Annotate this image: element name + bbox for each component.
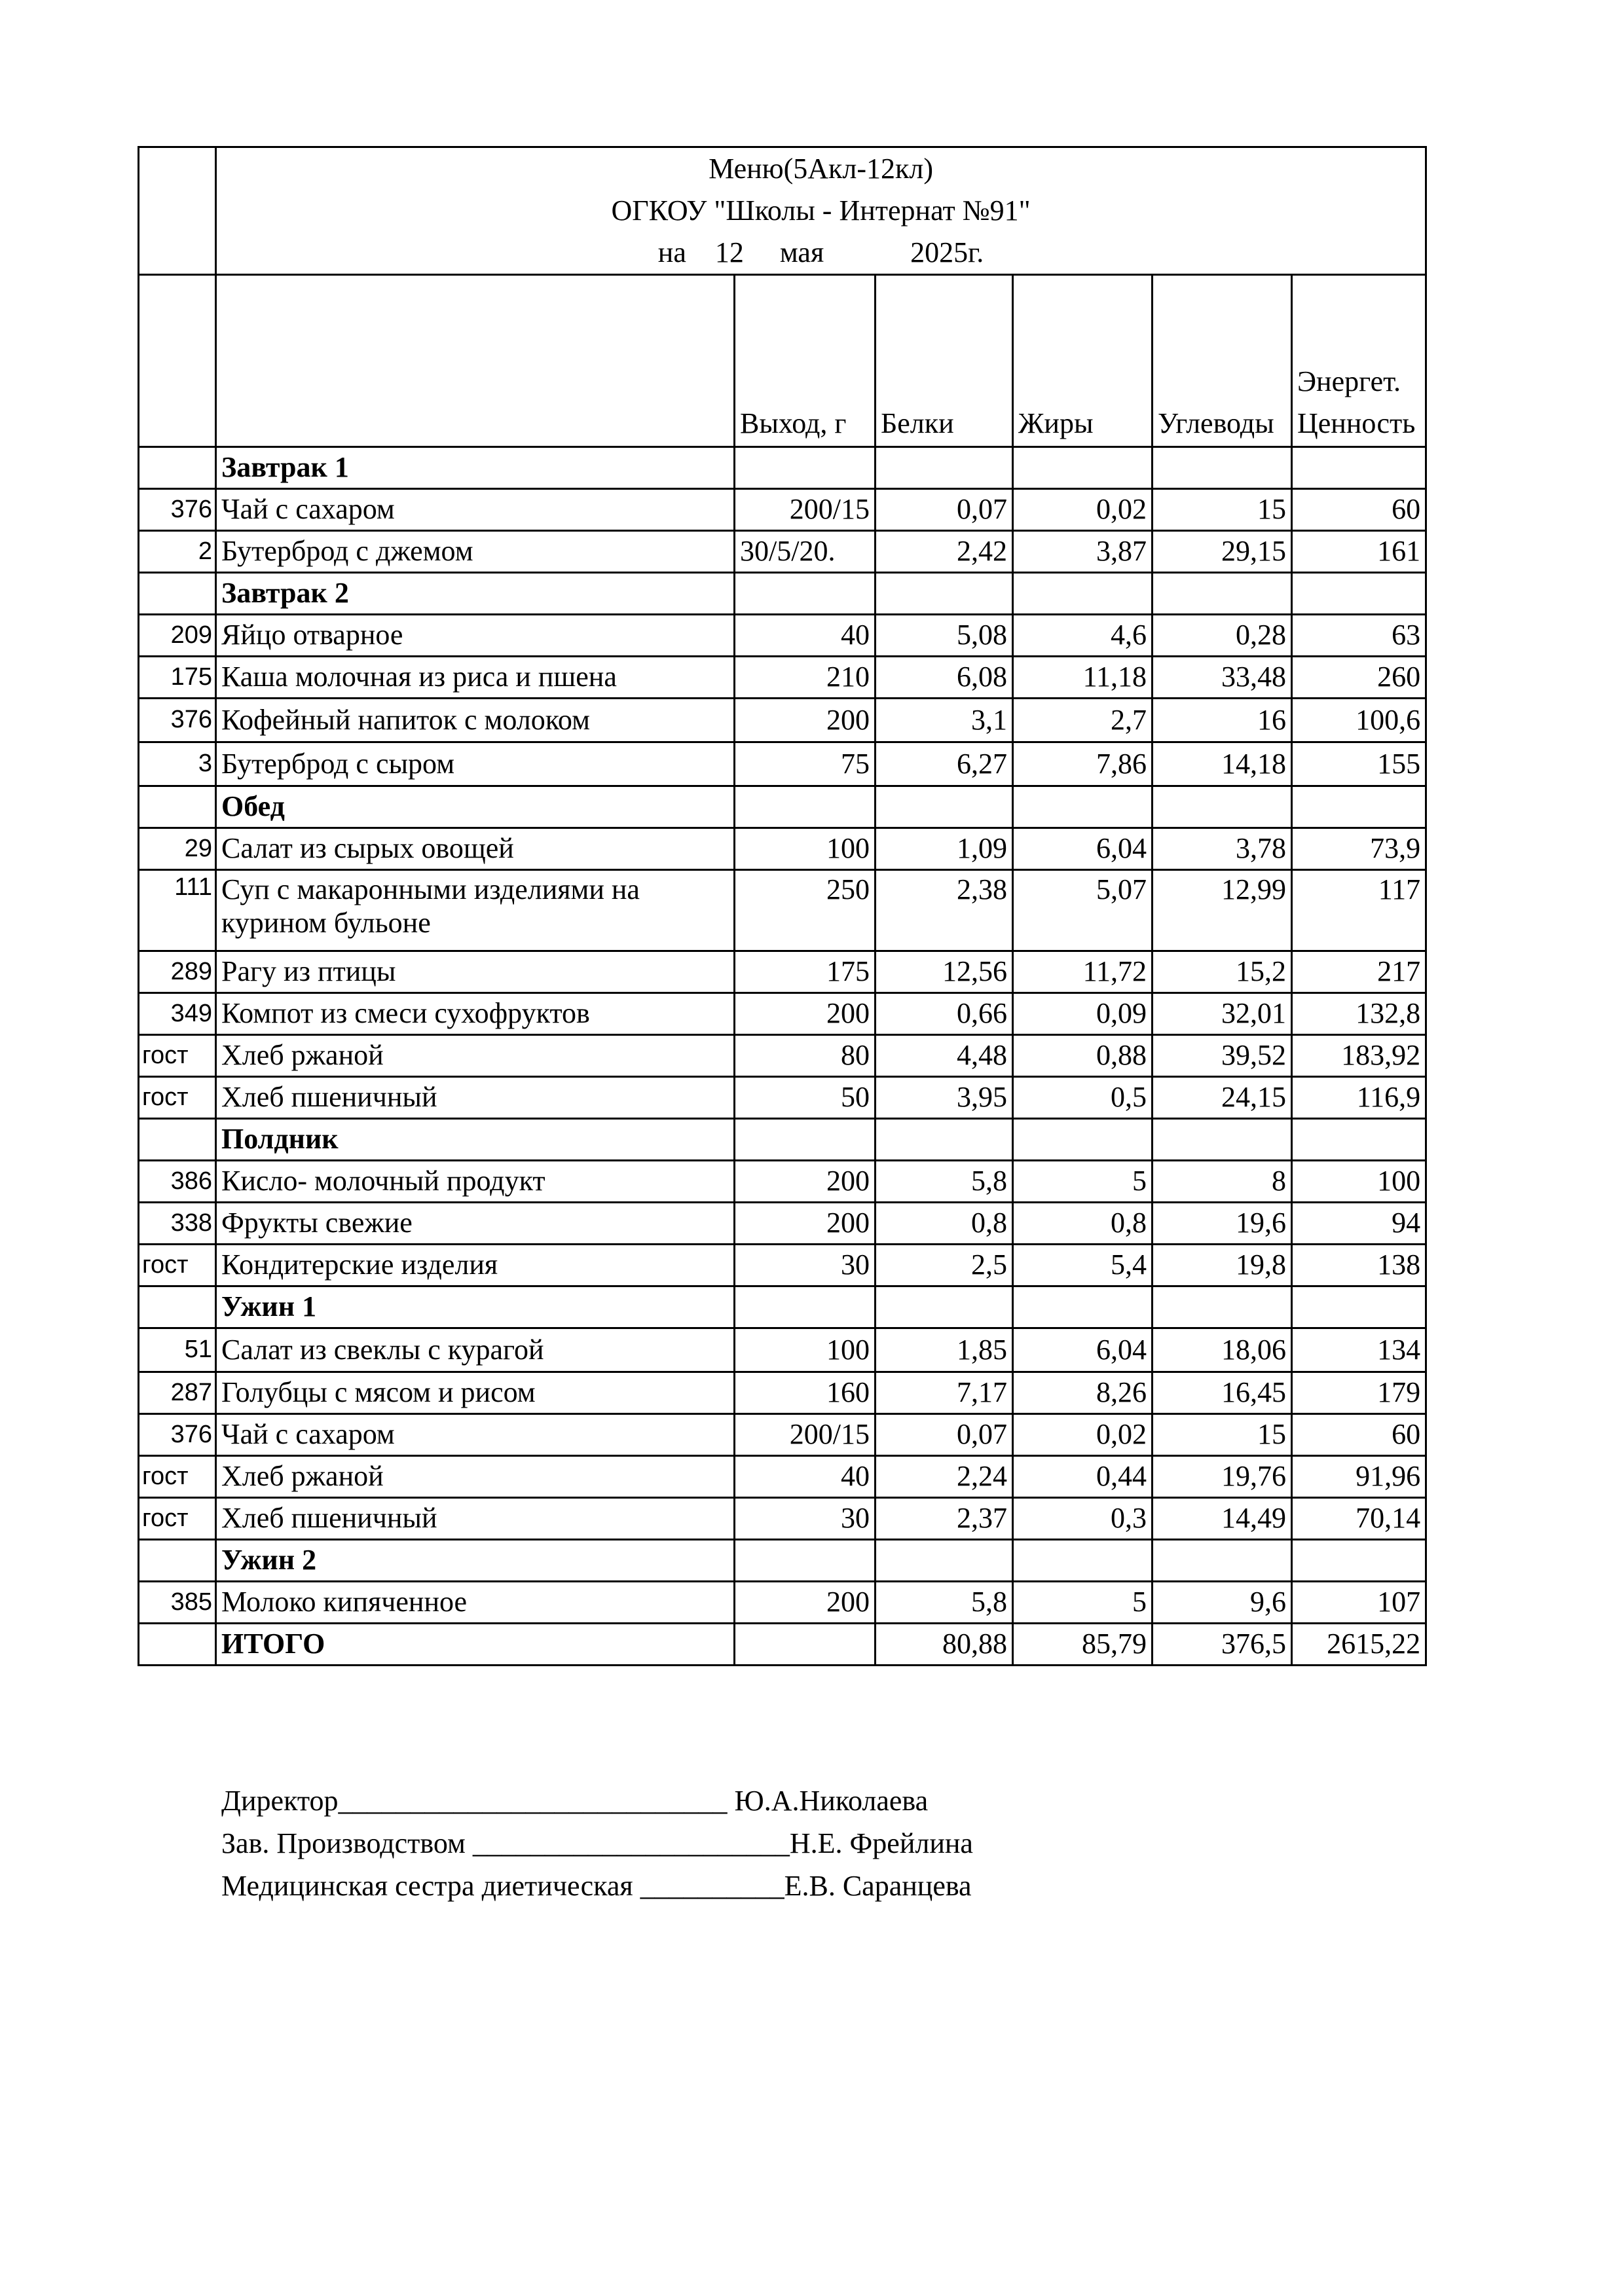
cell-fats bbox=[1013, 1286, 1153, 1328]
recipe-code bbox=[139, 447, 216, 489]
recipe-code: 338 bbox=[139, 1203, 216, 1245]
cell-energy: 138 bbox=[1292, 1245, 1426, 1286]
cell-energy: 155 bbox=[1292, 742, 1426, 786]
table-row bbox=[139, 615, 1426, 657]
table-row bbox=[139, 1035, 1426, 1077]
cell-output bbox=[735, 1286, 876, 1328]
signatures-block bbox=[221, 1779, 973, 1907]
cell-proteins: 6,08 bbox=[876, 657, 1013, 699]
cell-carbs bbox=[1153, 447, 1292, 489]
cell-fats: 5 bbox=[1013, 1582, 1153, 1624]
cell-carbs: 12,99 bbox=[1153, 870, 1292, 951]
cell-fats: 3,87 bbox=[1013, 531, 1153, 573]
cell-fats: 8,26 bbox=[1013, 1372, 1153, 1414]
meal-section-title: Обед bbox=[216, 786, 735, 828]
dish-name: Рагу из птицы bbox=[216, 951, 735, 993]
table-row bbox=[139, 1245, 1426, 1286]
table-row bbox=[139, 657, 1426, 699]
cell-output: 250 bbox=[735, 870, 876, 951]
cell-carbs: 19,76 bbox=[1153, 1456, 1292, 1498]
title-code-cell bbox=[139, 147, 216, 275]
cell-proteins: 6,27 bbox=[876, 742, 1013, 786]
dish-name: Хлеб пшеничный bbox=[216, 1077, 735, 1119]
dish-name: Молоко кипяченное bbox=[216, 1582, 735, 1624]
cell-energy bbox=[1292, 1119, 1426, 1161]
cell-fats: 11,72 bbox=[1013, 951, 1153, 993]
cell-proteins bbox=[876, 1119, 1013, 1161]
cell-energy bbox=[1292, 786, 1426, 828]
header-proteins: Белки bbox=[876, 275, 1013, 447]
recipe-code bbox=[139, 1540, 216, 1582]
cell-carbs: 15 bbox=[1153, 489, 1292, 531]
cell-energy: 73,9 bbox=[1292, 828, 1426, 870]
cell-output: 30/5/20. bbox=[735, 531, 876, 573]
cell-proteins: 2,42 bbox=[876, 531, 1013, 573]
cell-carbs: 16 bbox=[1153, 699, 1292, 742]
recipe-code: 376 bbox=[139, 699, 216, 742]
section-row bbox=[139, 1119, 1426, 1161]
cell-carbs: 9,6 bbox=[1153, 1582, 1292, 1624]
cell-carbs: 3,78 bbox=[1153, 828, 1292, 870]
cell-proteins: 0,07 bbox=[876, 1414, 1013, 1456]
table-row bbox=[139, 1203, 1426, 1245]
cell-fats: 0,44 bbox=[1013, 1456, 1153, 1498]
dish-name: Чай с сахаром bbox=[216, 1414, 735, 1456]
recipe-code: 289 bbox=[139, 951, 216, 993]
cell-carbs: 39,52 bbox=[1153, 1035, 1292, 1077]
recipe-code: гост bbox=[139, 1035, 216, 1077]
cell-carbs: 19,6 bbox=[1153, 1203, 1292, 1245]
cell-energy: 70,14 bbox=[1292, 1498, 1426, 1540]
recipe-code: 51 bbox=[139, 1328, 216, 1372]
dish-name: Кофейный напиток с молоком bbox=[216, 699, 735, 742]
table-row bbox=[139, 1456, 1426, 1498]
cell-fats: 85,79 bbox=[1013, 1624, 1153, 1666]
cell-output: 210 bbox=[735, 657, 876, 699]
cell-carbs bbox=[1153, 573, 1292, 615]
cell-fats: 0,02 bbox=[1013, 489, 1153, 531]
cell-output bbox=[735, 786, 876, 828]
section-row bbox=[139, 786, 1426, 828]
dish-name: Салат из сырых овощей bbox=[216, 828, 735, 870]
dish-name: Суп с макаронными изделиями на курином бульоне bbox=[216, 870, 735, 951]
cell-fats bbox=[1013, 786, 1153, 828]
recipe-code: 175 bbox=[139, 657, 216, 699]
cell-energy: 116,9 bbox=[1292, 1077, 1426, 1119]
cell-carbs: 8 bbox=[1153, 1161, 1292, 1203]
cell-fats: 7,86 bbox=[1013, 742, 1153, 786]
cell-carbs bbox=[1153, 786, 1292, 828]
meal-section-title: Ужин 2 bbox=[216, 1540, 735, 1582]
cell-fats: 0,88 bbox=[1013, 1035, 1153, 1077]
cell-proteins: 5,8 bbox=[876, 1161, 1013, 1203]
recipe-code: 376 bbox=[139, 1414, 216, 1456]
cell-energy: 161 bbox=[1292, 531, 1426, 573]
cell-carbs: 18,06 bbox=[1153, 1328, 1292, 1372]
cell-proteins bbox=[876, 447, 1013, 489]
cell-output bbox=[735, 1540, 876, 1582]
cell-output: 50 bbox=[735, 1077, 876, 1119]
cell-fats: 5,07 bbox=[1013, 870, 1153, 951]
table-row bbox=[139, 1372, 1426, 1414]
cell-energy: 134 bbox=[1292, 1328, 1426, 1372]
total-label: ИТОГО bbox=[216, 1624, 735, 1666]
cell-output: 200 bbox=[735, 1161, 876, 1203]
cell-proteins: 0,8 bbox=[876, 1203, 1013, 1245]
cell-output: 200 bbox=[735, 699, 876, 742]
cell-carbs: 19,8 bbox=[1153, 1245, 1292, 1286]
menu-title-line-1: Меню(5Акл-12кл) bbox=[709, 153, 933, 185]
recipe-code: 111 bbox=[139, 870, 216, 951]
cell-carbs: 0,28 bbox=[1153, 615, 1292, 657]
cell-fats bbox=[1013, 1540, 1153, 1582]
cell-fats: 0,09 bbox=[1013, 993, 1153, 1035]
table-row bbox=[139, 489, 1426, 531]
table-row bbox=[139, 828, 1426, 870]
cell-carbs: 376,5 bbox=[1153, 1624, 1292, 1666]
table-row bbox=[139, 1582, 1426, 1624]
cell-energy bbox=[1292, 1286, 1426, 1328]
header-code-cell bbox=[139, 275, 216, 447]
cell-fats: 6,04 bbox=[1013, 1328, 1153, 1372]
section-row bbox=[139, 1286, 1426, 1328]
cell-output: 100 bbox=[735, 1328, 876, 1372]
cell-fats: 0,8 bbox=[1013, 1203, 1153, 1245]
recipe-code: 349 bbox=[139, 993, 216, 1035]
table-row bbox=[139, 870, 1426, 951]
table-row bbox=[139, 699, 1426, 742]
cell-fats bbox=[1013, 573, 1153, 615]
cell-output: 200 bbox=[735, 1582, 876, 1624]
cell-output: 200 bbox=[735, 1203, 876, 1245]
cell-proteins: 1,85 bbox=[876, 1328, 1013, 1372]
cell-carbs bbox=[1153, 1119, 1292, 1161]
cell-energy: 132,8 bbox=[1292, 993, 1426, 1035]
cell-output: 200 bbox=[735, 993, 876, 1035]
dish-name: Чай с сахаром bbox=[216, 489, 735, 531]
section-row bbox=[139, 447, 1426, 489]
cell-energy: 217 bbox=[1292, 951, 1426, 993]
cell-energy bbox=[1292, 573, 1426, 615]
cell-output: 160 bbox=[735, 1372, 876, 1414]
cell-carbs bbox=[1153, 1540, 1292, 1582]
cell-output bbox=[735, 573, 876, 615]
cell-proteins: 2,38 bbox=[876, 870, 1013, 951]
section-row bbox=[139, 573, 1426, 615]
menu-date: на 12 мая 2025г. bbox=[657, 236, 984, 268]
table-row bbox=[139, 742, 1426, 786]
recipe-code: гост bbox=[139, 1077, 216, 1119]
cell-proteins: 80,88 bbox=[876, 1624, 1013, 1666]
cell-energy: 183,92 bbox=[1292, 1035, 1426, 1077]
recipe-code: гост bbox=[139, 1245, 216, 1286]
cell-output: 40 bbox=[735, 1456, 876, 1498]
cell-energy: 260 bbox=[1292, 657, 1426, 699]
table-row bbox=[139, 1498, 1426, 1540]
dish-name: Бутерброд с джемом bbox=[216, 531, 735, 573]
cell-proteins bbox=[876, 1540, 1013, 1582]
cell-fats: 0,3 bbox=[1013, 1498, 1153, 1540]
cell-energy: 100,6 bbox=[1292, 699, 1426, 742]
meal-section-title: Завтрак 2 bbox=[216, 573, 735, 615]
dish-name: Фрукты свежие bbox=[216, 1203, 735, 1245]
cell-output: 200/15 bbox=[735, 1414, 876, 1456]
cell-energy: 60 bbox=[1292, 489, 1426, 531]
cell-proteins: 2,5 bbox=[876, 1245, 1013, 1286]
dish-name: Хлеб ржаной bbox=[216, 1035, 735, 1077]
recipe-code: 287 bbox=[139, 1372, 216, 1414]
cell-carbs: 33,48 bbox=[1153, 657, 1292, 699]
dish-name: Салат из свеклы с курагой bbox=[216, 1328, 735, 1372]
dish-name: Кондитерские изделия bbox=[216, 1245, 735, 1286]
cell-carbs: 29,15 bbox=[1153, 531, 1292, 573]
cell-carbs: 32,01 bbox=[1153, 993, 1292, 1035]
dish-name: Компот из смеси сухофруктов bbox=[216, 993, 735, 1035]
cell-fats: 6,04 bbox=[1013, 828, 1153, 870]
cell-carbs: 15 bbox=[1153, 1414, 1292, 1456]
cell-fats: 0,02 bbox=[1013, 1414, 1153, 1456]
cell-proteins: 12,56 bbox=[876, 951, 1013, 993]
meal-section-title: Полдник bbox=[216, 1119, 735, 1161]
total-row bbox=[139, 1624, 1426, 1666]
dish-name: Голубцы с мясом и рисом bbox=[216, 1372, 735, 1414]
signature-director: Директор___________________________ Ю.А.Николаева bbox=[221, 1785, 929, 1817]
signature-production-head: Зав. Производством ______________________Н.Е. Фрейлина bbox=[221, 1827, 973, 1859]
recipe-code: 29 bbox=[139, 828, 216, 870]
cell-output bbox=[735, 1624, 876, 1666]
dish-name: Хлеб пшеничный bbox=[216, 1498, 735, 1540]
cell-output: 30 bbox=[735, 1498, 876, 1540]
header-fats: Жиры bbox=[1013, 275, 1153, 447]
cell-energy: 60 bbox=[1292, 1414, 1426, 1456]
meal-section-title: Завтрак 1 bbox=[216, 447, 735, 489]
cell-proteins: 2,24 bbox=[876, 1456, 1013, 1498]
recipe-code: 209 bbox=[139, 615, 216, 657]
cell-proteins: 7,17 bbox=[876, 1372, 1013, 1414]
cell-proteins: 5,8 bbox=[876, 1582, 1013, 1624]
table-row bbox=[139, 951, 1426, 993]
cell-proteins: 4,48 bbox=[876, 1035, 1013, 1077]
recipe-code: 376 bbox=[139, 489, 216, 531]
dish-name: Кисло- молочный продукт bbox=[216, 1161, 735, 1203]
cell-proteins: 5,08 bbox=[876, 615, 1013, 657]
cell-fats: 5,4 bbox=[1013, 1245, 1153, 1286]
recipe-code: 385 bbox=[139, 1582, 216, 1624]
cell-carbs: 24,15 bbox=[1153, 1077, 1292, 1119]
table-row bbox=[139, 1414, 1426, 1456]
cell-carbs: 14,49 bbox=[1153, 1498, 1292, 1540]
cell-fats: 2,7 bbox=[1013, 699, 1153, 742]
cell-carbs: 16,45 bbox=[1153, 1372, 1292, 1414]
cell-energy bbox=[1292, 447, 1426, 489]
cell-proteins: 0,07 bbox=[876, 489, 1013, 531]
recipe-code: 3 bbox=[139, 742, 216, 786]
cell-output: 75 bbox=[735, 742, 876, 786]
cell-output: 200/15 bbox=[735, 489, 876, 531]
cell-carbs: 15,2 bbox=[1153, 951, 1292, 993]
recipe-code bbox=[139, 1286, 216, 1328]
recipe-code: 386 bbox=[139, 1161, 216, 1203]
menu-table bbox=[138, 146, 1427, 1666]
header-energy: Энергет. Ценность bbox=[1292, 275, 1426, 447]
cell-fats: 4,6 bbox=[1013, 615, 1153, 657]
cell-energy: 91,96 bbox=[1292, 1456, 1426, 1498]
table-row bbox=[139, 1077, 1426, 1119]
cell-energy: 94 bbox=[1292, 1203, 1426, 1245]
title-row bbox=[139, 147, 1426, 275]
signature-dietitian: Медицинская сестра диетическая __________Е.В. Саранцева bbox=[221, 1870, 972, 1902]
cell-fats: 5 bbox=[1013, 1161, 1153, 1203]
cell-energy: 179 bbox=[1292, 1372, 1426, 1414]
cell-fats bbox=[1013, 1119, 1153, 1161]
cell-proteins: 2,37 bbox=[876, 1498, 1013, 1540]
cell-fats: 0,5 bbox=[1013, 1077, 1153, 1119]
table-row bbox=[139, 1328, 1426, 1372]
cell-proteins: 0,66 bbox=[876, 993, 1013, 1035]
cell-proteins bbox=[876, 1286, 1013, 1328]
cell-output bbox=[735, 447, 876, 489]
cell-fats: 11,18 bbox=[1013, 657, 1153, 699]
cell-energy: 100 bbox=[1292, 1161, 1426, 1203]
cell-output: 30 bbox=[735, 1245, 876, 1286]
table-row bbox=[139, 993, 1426, 1035]
recipe-code: гост bbox=[139, 1498, 216, 1540]
cell-output: 40 bbox=[735, 615, 876, 657]
cell-energy: 107 bbox=[1292, 1582, 1426, 1624]
dish-name: Хлеб ржаной bbox=[216, 1456, 735, 1498]
cell-carbs: 14,18 bbox=[1153, 742, 1292, 786]
menu-title bbox=[216, 147, 1426, 275]
dish-name: Яйцо отварное bbox=[216, 615, 735, 657]
recipe-code: 2 bbox=[139, 531, 216, 573]
recipe-code bbox=[139, 1119, 216, 1161]
header-row bbox=[139, 275, 1426, 447]
cell-energy bbox=[1292, 1540, 1426, 1582]
cell-output: 175 bbox=[735, 951, 876, 993]
dish-name: Каша молочная из риса и пшена bbox=[216, 657, 735, 699]
recipe-code bbox=[139, 786, 216, 828]
header-name-cell bbox=[216, 275, 735, 447]
header-carbs: Углеводы bbox=[1153, 275, 1292, 447]
cell-carbs bbox=[1153, 1286, 1292, 1328]
table-row bbox=[139, 531, 1426, 573]
cell-output: 100 bbox=[735, 828, 876, 870]
cell-proteins: 3,95 bbox=[876, 1077, 1013, 1119]
cell-energy: 117 bbox=[1292, 870, 1426, 951]
cell-proteins bbox=[876, 573, 1013, 615]
cell-proteins bbox=[876, 786, 1013, 828]
dish-name: Бутерброд с сыром bbox=[216, 742, 735, 786]
meal-section-title: Ужин 1 bbox=[216, 1286, 735, 1328]
header-output: Выход, г bbox=[735, 275, 876, 447]
cell-energy: 2615,22 bbox=[1292, 1624, 1426, 1666]
recipe-code bbox=[139, 573, 216, 615]
recipe-code: гост bbox=[139, 1456, 216, 1498]
cell-proteins: 1,09 bbox=[876, 828, 1013, 870]
section-row bbox=[139, 1540, 1426, 1582]
recipe-code bbox=[139, 1624, 216, 1666]
cell-output bbox=[735, 1119, 876, 1161]
cell-energy: 63 bbox=[1292, 615, 1426, 657]
school-name: ОГКОУ "Школы - Интернат №91" bbox=[611, 194, 1031, 227]
cell-fats bbox=[1013, 447, 1153, 489]
cell-output: 80 bbox=[735, 1035, 876, 1077]
table-row bbox=[139, 1161, 1426, 1203]
cell-proteins: 3,1 bbox=[876, 699, 1013, 742]
